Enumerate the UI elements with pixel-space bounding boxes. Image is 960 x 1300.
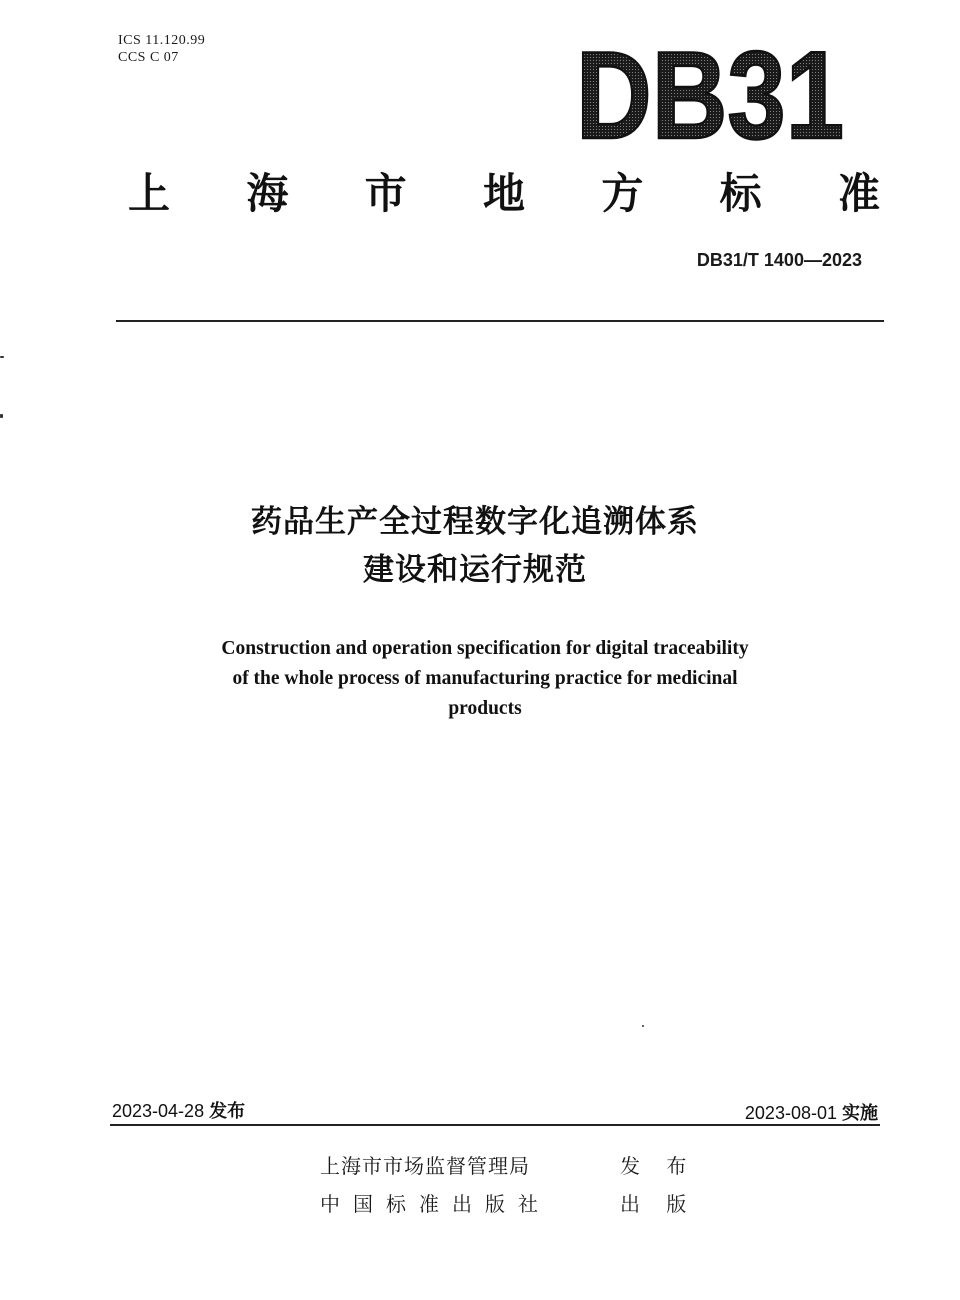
- publisher-org: 上海市市场监督管理局: [320, 1154, 530, 1178]
- issue-date-label: 发布: [209, 1101, 246, 1122]
- heading-char: 地: [482, 169, 525, 218]
- implement-date: [745, 1099, 878, 1125]
- title-cn-line: 药品生产全过程数字化追溯体系: [251, 504, 699, 540]
- publisher-action: 出 版: [620, 1192, 697, 1216]
- heading-char: 准: [837, 169, 880, 218]
- classification-codes: [118, 32, 205, 66]
- scan-speck: [0, 414, 3, 418]
- heading-char: 上: [128, 169, 171, 218]
- header-divider: [116, 320, 884, 322]
- ccs-code: CCS C 07: [118, 50, 179, 65]
- publisher-action: 发 布: [620, 1154, 697, 1178]
- implement-date-label: 实施: [842, 1103, 878, 1124]
- heading-char: 方: [601, 169, 644, 218]
- heading-char: 海: [246, 169, 289, 218]
- svg-text:DB31: DB31: [576, 27, 844, 165]
- ics-code: ICS 11.120.99: [118, 33, 206, 48]
- title-en-line: Construction and operation specification for digital traceability: [221, 638, 749, 659]
- footer-divider: [110, 1124, 880, 1126]
- document-title-en: [150, 634, 820, 724]
- title-en-line: products: [448, 698, 522, 719]
- issue-date-value: 2023-04-28: [112, 1101, 205, 1121]
- standard-number: DB31/T 1400—2023: [696, 250, 862, 270]
- heading-char: 市: [364, 169, 407, 218]
- publisher-row: [320, 1188, 696, 1217]
- publisher-row: [320, 1150, 696, 1179]
- implement-date-value: 2023-08-01: [744, 1103, 837, 1123]
- local-standard-heading: [128, 168, 880, 220]
- title-en-line: of the whole process of manufacturing practice for medicinal: [232, 668, 738, 689]
- publisher-org: 中国标准出版社: [320, 1192, 551, 1216]
- issue-date: [112, 1097, 245, 1123]
- db31-logo: [574, 27, 844, 165]
- document-title-cn: [0, 498, 960, 594]
- title-cn-line: 建设和运行规范: [363, 552, 587, 588]
- scan-speck: [642, 1025, 644, 1027]
- heading-char: 标: [719, 169, 762, 218]
- scan-speck: [0, 356, 4, 358]
